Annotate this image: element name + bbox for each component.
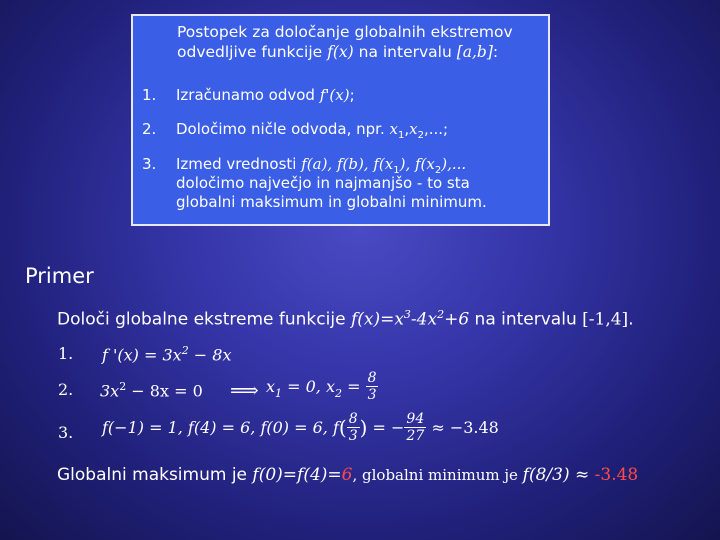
title-end: :	[492, 43, 499, 61]
x1-sub: 1	[397, 130, 405, 141]
example-task	[57, 308, 634, 330]
max-expr: f(0)=f(4)=	[252, 465, 342, 485]
equation-3	[58, 411, 578, 457]
equation-2	[58, 370, 438, 414]
x1: x	[389, 120, 398, 138]
title-line-2	[177, 42, 513, 62]
step-number: 2.	[142, 120, 157, 138]
eq1-rhs: − 8x	[188, 345, 232, 365]
vals-tail: ),...	[441, 155, 467, 173]
eq1-exp: 2	[181, 344, 189, 357]
eq-number: 1.	[58, 344, 74, 363]
eq2-lhs: 3x	[100, 381, 120, 401]
task-mid: -4x	[410, 309, 438, 330]
procedure-title	[177, 22, 513, 62]
task-exp1: 3	[403, 308, 411, 321]
eq3-a: f(−1) = 1, f(4) = 6, f(0) = 6, f	[102, 418, 339, 437]
frac-bot: 3	[348, 428, 358, 444]
approx-sign: ≈	[569, 465, 595, 485]
step-fx: f'(x)	[319, 86, 350, 104]
eq3-b: = −	[367, 418, 405, 437]
eq3-c: ≈ −3.48	[426, 418, 499, 437]
eq2-exp: 2	[119, 380, 127, 393]
max-value: 6	[341, 465, 353, 485]
fraction-94-27	[404, 411, 426, 444]
sol-sub2: 2	[334, 387, 342, 400]
min-value: -3.48	[594, 465, 639, 485]
result-text-a: Globalni maksimum je	[57, 465, 253, 485]
result-text-b: , globalni minimum je	[352, 466, 523, 484]
paren-open: (	[338, 415, 347, 440]
x2-sub: 2	[417, 130, 424, 141]
vals: f(a), f(b), f(x	[301, 155, 394, 173]
eq1-lhs: f '(x) = 3x	[102, 345, 182, 365]
title-text: odvedljive funkcije	[177, 43, 328, 61]
paren-close: )	[359, 415, 368, 440]
frac-top: 8	[348, 411, 358, 427]
implies-arrow: ⟹	[230, 378, 259, 402]
task-text-b: na intervalu	[469, 309, 583, 330]
frac-bot: 27	[406, 428, 425, 444]
task-func: f(x)=x	[350, 309, 404, 330]
sol-mid: = 0, x	[282, 377, 335, 396]
title-interval: [a,b]	[456, 43, 493, 61]
fraction-8-3	[347, 411, 360, 444]
eq-body	[102, 411, 499, 444]
min-expr: f(8/3)	[522, 465, 570, 485]
title-fx: f(x)	[327, 43, 354, 61]
step-3-line-2: določimo največjo in najmanjšo - to sta	[176, 174, 470, 192]
eq-body	[100, 380, 203, 400]
eq-number: 2.	[58, 380, 74, 399]
sub2: 2	[434, 165, 442, 176]
eq2-solutions	[266, 370, 378, 403]
step-text	[176, 86, 355, 104]
example-heading: Primer	[25, 264, 94, 288]
step-text-a: Določimo ničle odvoda, npr.	[176, 120, 390, 138]
task-text-a: Določi globalne ekstreme funkcije	[57, 309, 351, 330]
task-interval: [-1,4]	[582, 309, 629, 330]
procedure-box	[131, 14, 550, 226]
title-text-b: na intervalu	[353, 43, 457, 61]
result-line	[57, 465, 638, 485]
sol-eq: =	[341, 377, 366, 396]
step-text	[176, 120, 448, 145]
task-text-c: .	[628, 309, 634, 330]
sub1: 1	[393, 165, 400, 176]
eq-number: 3.	[58, 423, 74, 442]
step-3-line-3: globalni maksimum in globalni minimum.	[176, 193, 487, 211]
task-exp2: 2	[437, 308, 445, 321]
frac-bot: 3	[367, 387, 377, 403]
fraction-8-3	[366, 370, 379, 403]
step-text-a: Izmed vrednosti	[176, 155, 302, 173]
frac-top: 94	[406, 411, 425, 427]
vals-mid: ), f(x	[399, 155, 435, 173]
eq-body	[102, 344, 231, 364]
step-number: 1.	[142, 86, 157, 104]
step-text-b: ,...;	[423, 120, 449, 138]
frac-top: 8	[367, 370, 377, 386]
sol-x1: x	[266, 377, 276, 396]
eq2-mid: − 8x = 0	[126, 381, 203, 401]
x2: x	[409, 120, 418, 138]
step-text-b: ;	[349, 86, 355, 104]
sol-sub1: 1	[275, 387, 283, 400]
step-number: 3.	[142, 155, 157, 173]
sep: ,	[404, 120, 410, 138]
equation-1	[58, 344, 318, 366]
task-end: +6	[444, 309, 470, 330]
step-text-a: Izračunamo odvod	[176, 86, 320, 104]
title-line-1: Postopek za določanje globalnih ekstremov	[177, 23, 513, 41]
